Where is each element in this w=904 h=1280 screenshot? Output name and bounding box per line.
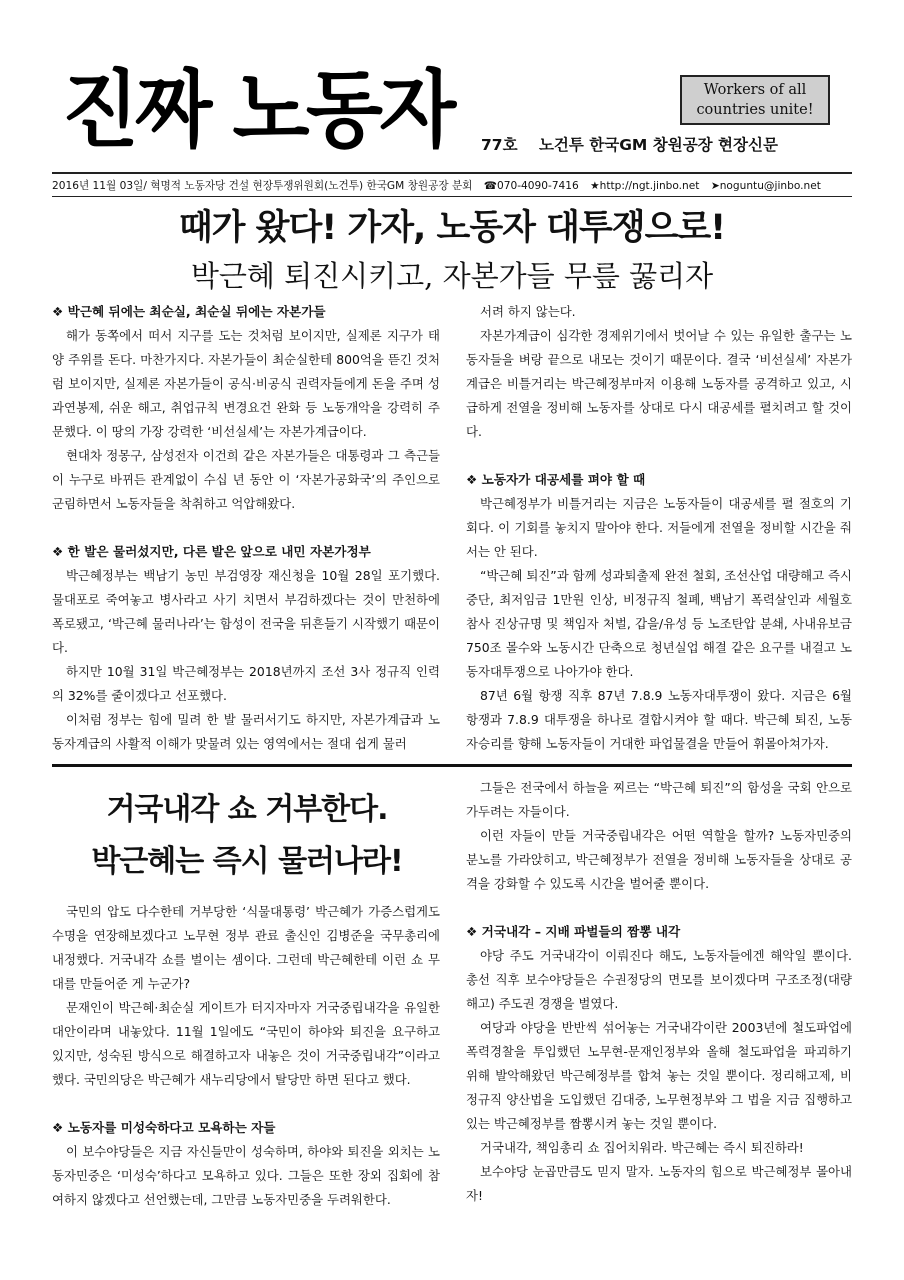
paragraph: 그들은 전국에서 하늘을 찌르는 “박근혜 퇴진”의 함성을 국회 안으로 가두려는 자들이다.: [466, 780, 852, 819]
article2-right-column: [466, 776, 852, 1208]
paragraph: 자본가계급이 심각한 경제위기에서 벗어날 수 있는 유일한 출구는 노동자들을 벼랑 끝으로 내모는 것이기 때문이다. 결국 ‘비선실세’ 자본가계급은 비틀거리는 박근혜정부마저 이용해 노동자를 공격하고 있고, 시급하게 전열을 정비해 노동자를 상대로 다시 대공세를 펼치려고 할 것이다.: [466, 328, 852, 439]
paragraph: 문재인이 박근혜·최순실 게이트가 터지자마자 거국중립내각을 유일한 대안이라며 내놓았다. 11월 1일에도 “국민이 하야와 퇴진을 요구하고 있지만, 성숙된 방식으로 해결하고자 내놓은 것이 거국중립내각”이라고 했다. 국민의당은 박근혜가 새누리당에서 탈당만 하면 된다고 했다.: [52, 1000, 440, 1087]
paragraph: 보수야당 눈곱만큼도 믿지 말자. 노동자의 힘으로 박근혜정부 몰아내자!: [466, 1164, 852, 1203]
article1-left-column: [52, 300, 440, 756]
sub-headline: 박근혜 퇴진시키고, 자본가들 무릎 꿇리자: [190, 259, 714, 293]
paragraph: 이런 자들이 만들 거국중립내각은 어떤 역할을 할까? 노동자민중의 분노를 가라앉히고, 박근혜정부가 전열을 정비해 노동자들을 상대로 공격을 강화할 수 있도록 시간을 벌어줄 뿐이다.: [466, 828, 852, 891]
masthead: [62, 60, 462, 160]
paragraph: 87년 6월 항쟁 직후 87년 7.8.9 노동자대투쟁이 왔다. 지금은 6월 항쟁과 7.8.9 대투쟁을 하나로 결합시켜야 할 때다. 박근혜 퇴진, 노동자승리를 향해 노동자들이 거대한 파업물결을 만들어 휘몰아쳐가자.: [466, 688, 852, 751]
section-heading: ❖ 노동자를 미성숙하다고 모욕하는 자들: [52, 1120, 276, 1135]
paragraph: “박근혜 퇴진”과 함께 성과퇴출제 완전 철회, 조선산업 대량해고 즉시 중단, 최저임금 1만원 인상, 비정규직 철폐, 백남기 폭력살인과 세월호 참사 진상규명 및 책임자 처벌, 갑을/유성 등 노조탄압 분쇄, 사내유보금 750조 몰수와 노동시간 단축으로 청년실업 해결 같은 요구를 내걸고 노동자대투쟁으로 나아가야 한다.: [466, 568, 852, 679]
paragraph: 거국내각, 책임총리 쇼 집어치워라. 박근혜는 즉시 퇴진하라!: [480, 1140, 804, 1155]
website-link[interactable]: ★http://ngt.jinbo.net: [590, 180, 700, 192]
article2-title: [52, 784, 442, 888]
paragraph: 현대차 정몽구, 삼성전자 이건희 같은 자본가들은 대통령과 그 측근들이 누구로 바뀌든 관계없이 수십 년 동안 이 ‘자본가공화국’의 주인으로 군림하면서 노동자들을 착취하고 억압해왔다.: [52, 448, 440, 511]
article2-left-column: [52, 900, 440, 1212]
motto-box: [680, 75, 830, 125]
section-heading: ❖ 한 발은 물러섰지만, 다른 발은 앞으로 내민 자본가정부: [52, 544, 371, 559]
article2-title-line-1: 거국내각 쇼 거부한다.: [106, 792, 388, 827]
section-divider: [52, 764, 852, 767]
paragraph: 박근혜정부는 백남기 농민 부검영장 재신청을 10월 28일 포기했다. 물대포로 죽여놓고 병사라고 사기 치면서 부검하겠다는 것이 만천하에 폭로됐고, ‘박근혜 물러나라’는 함성이 전국을 뒤흔들기 시작했기 때문이다.: [52, 568, 440, 655]
top-rule: [52, 172, 852, 174]
paragraph: 박근혜정부가 비틀거리는 지금은 노동자들이 대공세를 펼 절호의 기회다. 이 기회를 놓치지 말아야 한다. 저들에게 전열을 정비할 시간을 줘서는 안 된다.: [466, 496, 852, 559]
paper-subtitle: 노건투 한국GM 창원공장 현장신문: [538, 136, 778, 154]
article1-right-column: [466, 300, 852, 756]
motto-line-2: countries unite!: [696, 102, 814, 118]
section-heading: ❖ 노동자가 대공세를 펴야 할 때: [466, 472, 646, 487]
main-headline: 때가 왔다! 가자, 노동자 대투쟁으로!: [178, 208, 726, 248]
info-rule: [52, 196, 852, 197]
paragraph: 해가 동쪽에서 떠서 지구를 도는 것처럼 보이지만, 실제론 지구가 태양 주위를 돈다. 마찬가지다. 자본가들이 최순실한테 800억을 뜯긴 것처럼 보이지만, 실제론 자본가들이 공식·비공식 권력자들에게 돈을 주며 성과연봉제, 쉬운 해고, 취업규칙 변경요건 완화 등 노동개악을 강력히 주문했다. 이 땅의 가장 강력한 ‘비선실세’는 자본가계급이다.: [52, 328, 440, 439]
paragraph: 여당과 야당을 반반씩 섞어놓는 거국내각이란 2003년에 철도파업에 폭력경찰을 투입했던 노무현-문재인정부와 올해 철도파업을 파괴하기 위해 발악해왔던 박근혜정부를 합쳐 놓는 것일 뿐이다. 정리해고제, 비정규직 양산법을 도입했던 김대중, 노무현정부와 그 법을 지금 집행하고 있는 박근혜정부를 짬뽕시켜 놓는 것일 뿐이다.: [466, 1020, 852, 1131]
motto-line-1: Workers of all: [703, 82, 807, 98]
section-heading: ❖ 거국내각 – 지배 파벌들의 짬뽕 내각: [466, 924, 681, 939]
info-line: [52, 178, 852, 193]
email-link[interactable]: ➤noguntu@jinbo.net: [710, 180, 821, 192]
paragraph: 야당 주도 거국내각이 이뤄진다 해도, 노동자들에겐 해악일 뿐이다. 총선 직후 보수야당들은 수권정당의 면모를 보이겠다며 구조조정(대량해고) 주도권 경쟁을 벌였다.: [466, 948, 852, 1011]
paragraph: 국민의 압도 다수한테 거부당한 ‘식물대통령’ 박근혜가 가증스럽게도 수명을 연장해보겠다고 노무현 정부 관료 출신인 김병준을 국무총리에 내정했다. 거국내각 쇼를 벌이는 셈이다. 그런데 박근혜한테 이런 쇼 무대를 만들어준 게 누군가?: [52, 904, 440, 991]
paragraph: 이 보수야당들은 지금 자신들만이 성숙하며, 하야와 퇴진을 외치는 노동자민중은 ‘미성숙’하다고 모욕하고 있다. 그들은 또한 장외 집회에 참여하지 않겠다고 선언했는데, 그만큼 노동자민중을 두려워한다.: [52, 1144, 440, 1207]
section-heading: ❖ 박근혜 뒤에는 최순실, 최순실 뒤에는 자본가들: [52, 304, 326, 319]
issue-number: 77호: [481, 136, 518, 154]
article2-title-line-2: 박근혜는 즉시 물러나라!: [91, 844, 403, 879]
phone: ☎070-4090-7416: [483, 180, 579, 192]
paragraph: 하지만 10월 31일 박근혜정부는 2018년까지 조선 3사 정규직 인력의 32%를 줄이겠다고 선포했다.: [52, 664, 440, 703]
paragraph: 서려 하지 않는다.: [480, 304, 576, 319]
issue-line: [481, 133, 778, 155]
date-org: 2016년 11월 03일/ 혁명적 노동자당 건설 현장투쟁위원회(노건투) 한국GM 창원공장 분회: [52, 180, 473, 192]
masthead-title: 진짜 노동자: [62, 61, 453, 159]
paragraph: 이처럼 정부는 힘에 밀려 한 발 물러서기도 하지만, 자본가계급과 노동자계급의 사활적 이해가 맞물려 있는 영역에서는 절대 쉽게 물러: [52, 712, 440, 751]
